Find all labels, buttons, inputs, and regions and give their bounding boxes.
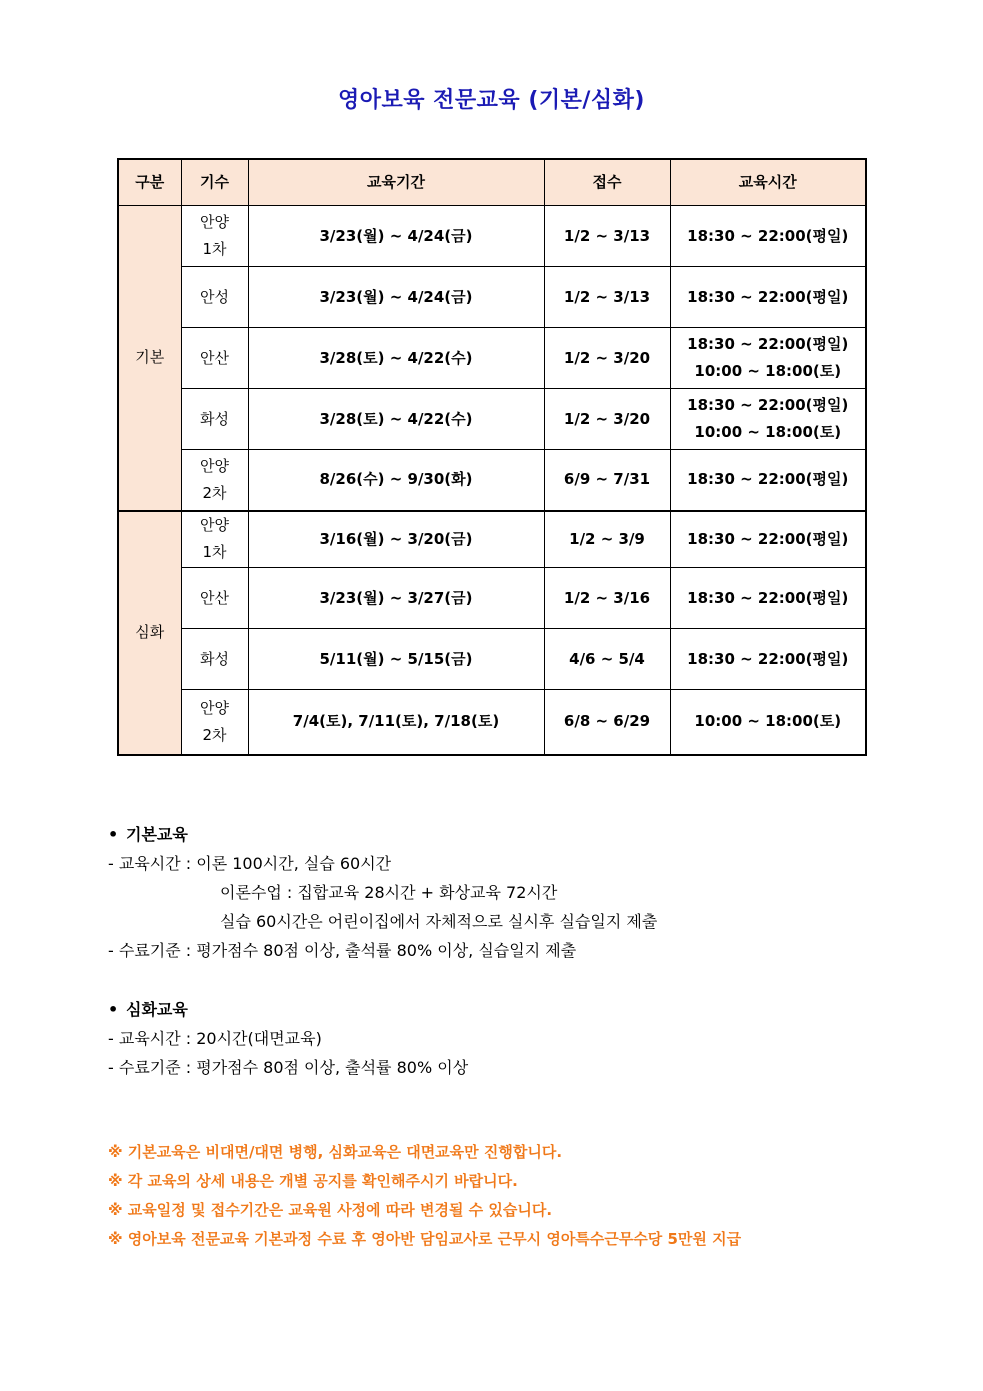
notice-item: ※ 영아보육 전문교육 기본과정 수료 후 영아반 담임교사로 근무시 영아특수근무수당 5만원 지급 xyxy=(108,1230,742,1248)
reception-cell: 1/2 ~ 3/9 xyxy=(544,511,670,568)
schedule-table xyxy=(117,158,867,756)
reception-cell: 1/2 ~ 3/20 xyxy=(544,389,670,450)
education-notes xyxy=(108,820,657,1082)
basic-criteria: - 수료기준 : 평가점수 80점 이상, 출석률 80% 이상, 실습일지 제출 xyxy=(108,941,577,960)
reception-cell: 1/2 ~ 3/13 xyxy=(544,206,670,267)
period-cell: 5/11(월) ~ 5/15(금) xyxy=(248,629,544,690)
table-row xyxy=(118,450,866,511)
cohort-cell: 화성 xyxy=(181,629,248,690)
header-time: 교육시간 xyxy=(670,159,866,206)
period-cell: 3/23(월) ~ 4/24(금) xyxy=(248,267,544,328)
period-cell: 3/28(토) ~ 4/22(수) xyxy=(248,328,544,389)
period-cell: 3/28(토) ~ 4/22(수) xyxy=(248,389,544,450)
time-cell: 18:30 ~ 22:00(평일) xyxy=(670,568,866,629)
header-category: 구분 xyxy=(118,159,181,206)
notice-list xyxy=(108,1138,741,1254)
category-advanced: 심화 xyxy=(118,511,181,755)
cohort-cell: 안산 xyxy=(181,328,248,389)
reception-cell: 4/6 ~ 5/4 xyxy=(544,629,670,690)
table-header-row xyxy=(118,159,866,206)
table-row xyxy=(118,206,866,267)
period-cell: 3/23(월) ~ 3/27(금) xyxy=(248,568,544,629)
notice-item: ※ 각 교육의 상세 내용은 개별 공지를 확인해주시기 바랍니다. xyxy=(108,1172,518,1190)
cohort-cell: 안양 2차 xyxy=(181,690,248,755)
cohort-cell: 안양 1차 xyxy=(181,511,248,568)
period-cell: 7/4(토), 7/11(토), 7/18(토) xyxy=(248,690,544,755)
cohort-cell: 화성 xyxy=(181,389,248,450)
cohort-cell: 안양 2차 xyxy=(181,450,248,511)
notice-item: ※ 교육일정 및 접수기간은 교육원 사정에 따라 변경될 수 있습니다. xyxy=(108,1201,553,1219)
basic-time-theory: 이론수업 : 집합교육 28시간 + 화상교육 72시간 xyxy=(220,883,558,902)
advanced-time: - 교육시간 : 20시간(대면교육) xyxy=(108,1029,322,1048)
basic-heading: • 기본교육 xyxy=(108,820,657,849)
category-basic: 기본 xyxy=(118,206,181,511)
time-cell: 18:30 ~ 22:00(평일) xyxy=(670,267,866,328)
reception-cell: 6/9 ~ 7/31 xyxy=(544,450,670,511)
time-cell: 18:30 ~ 22:00(평일) 10:00 ~ 18:00(토) xyxy=(670,328,866,389)
time-cell: 18:30 ~ 22:00(평일) xyxy=(670,629,866,690)
time-cell: 18:30 ~ 22:00(평일) xyxy=(670,450,866,511)
table-row xyxy=(118,690,866,755)
table-row xyxy=(118,267,866,328)
table-row xyxy=(118,389,866,450)
header-period: 교육기간 xyxy=(248,159,544,206)
table-row xyxy=(118,629,866,690)
reception-cell: 1/2 ~ 3/16 xyxy=(544,568,670,629)
time-cell: 18:30 ~ 22:00(평일) xyxy=(670,511,866,568)
notice-item: ※ 기본교육은 비대면/대면 병행, 심화교육은 대면교육만 진행합니다. xyxy=(108,1143,563,1161)
table-row xyxy=(118,568,866,629)
basic-time: - 교육시간 : 이론 100시간, 실습 60시간 xyxy=(108,854,392,873)
cohort-cell: 안산 xyxy=(181,568,248,629)
advanced-criteria: - 수료기준 : 평가점수 80점 이상, 출석률 80% 이상 xyxy=(108,1058,469,1077)
header-cohort: 기수 xyxy=(181,159,248,206)
reception-cell: 1/2 ~ 3/20 xyxy=(544,328,670,389)
basic-time-practice: 실습 60시간은 어린이집에서 자체적으로 실시후 실습일지 제출 xyxy=(220,912,658,931)
page-title: 영아보육 전문교육 (기본/심화) xyxy=(338,88,645,113)
advanced-heading: • 심화교육 xyxy=(108,995,657,1024)
time-cell: 18:30 ~ 22:00(평일) 10:00 ~ 18:00(토) xyxy=(670,389,866,450)
time-cell: 10:00 ~ 18:00(토) xyxy=(670,690,866,755)
period-cell: 3/23(월) ~ 4/24(금) xyxy=(248,206,544,267)
period-cell: 8/26(수) ~ 9/30(화) xyxy=(248,450,544,511)
period-cell: 3/16(월) ~ 3/20(금) xyxy=(248,511,544,568)
header-reception: 접수 xyxy=(544,159,670,206)
time-cell: 18:30 ~ 22:00(평일) xyxy=(670,206,866,267)
bullet-icon: • xyxy=(108,825,119,844)
bullet-icon: • xyxy=(108,1000,119,1019)
table-row xyxy=(118,328,866,389)
cohort-cell: 안성 xyxy=(181,267,248,328)
reception-cell: 1/2 ~ 3/13 xyxy=(544,267,670,328)
table-row xyxy=(118,511,866,568)
cohort-cell: 안양 1차 xyxy=(181,206,248,267)
reception-cell: 6/8 ~ 6/29 xyxy=(544,690,670,755)
